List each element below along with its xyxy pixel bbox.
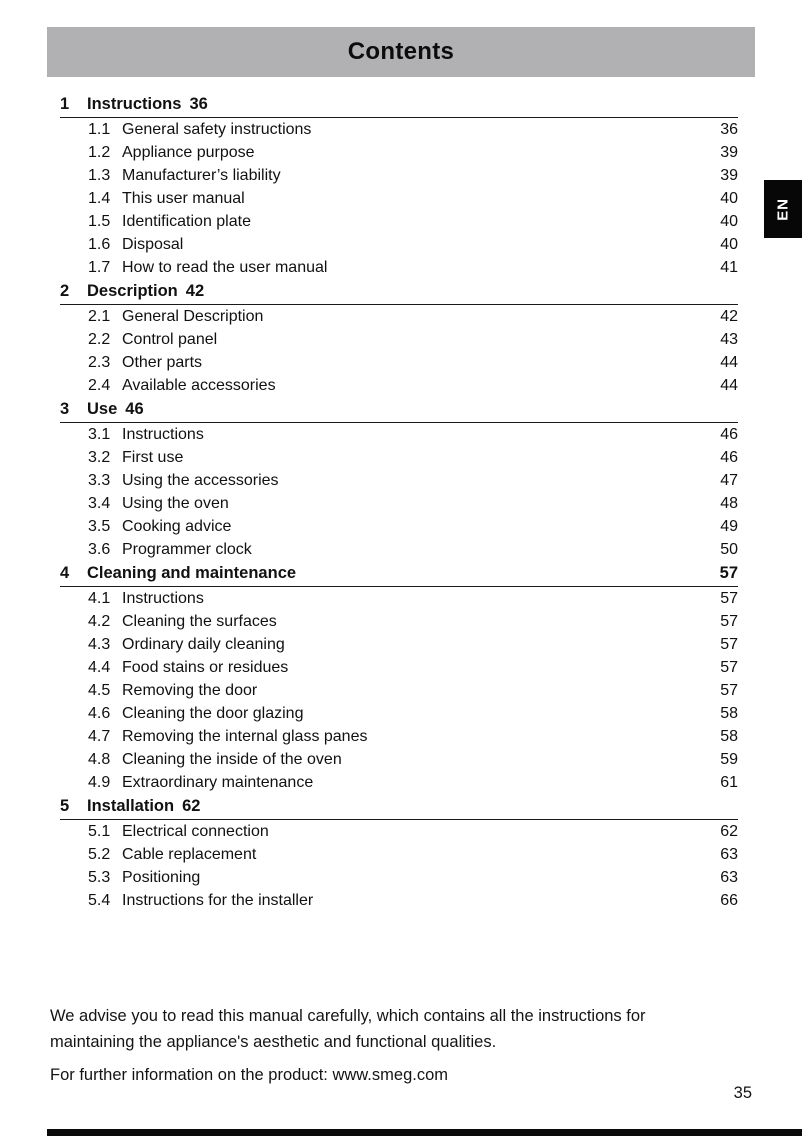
language-tab-label: EN bbox=[774, 197, 792, 221]
toc-item-page: 66 bbox=[720, 892, 738, 909]
toc-item-number: 4.4 bbox=[88, 659, 111, 676]
toc-item-page: 57 bbox=[720, 590, 738, 607]
toc-item bbox=[60, 725, 738, 748]
toc-item-page: 43 bbox=[720, 331, 738, 348]
toc-item-label: Instructions for the installer bbox=[122, 892, 314, 909]
toc-item-label: Control panel bbox=[122, 331, 218, 348]
toc-item-number: 4.5 bbox=[88, 682, 111, 699]
toc-section-heading bbox=[60, 561, 738, 586]
toc-item bbox=[60, 164, 738, 187]
toc-item-number: 4.9 bbox=[88, 774, 111, 791]
toc-item-number: 4.3 bbox=[88, 636, 111, 653]
toc-item bbox=[60, 446, 738, 469]
toc-item bbox=[60, 889, 738, 912]
toc-item-page: 39 bbox=[720, 144, 738, 161]
toc-item bbox=[60, 492, 738, 515]
toc-item-number: 4.6 bbox=[88, 705, 111, 722]
toc-item-page: 36 bbox=[720, 121, 738, 138]
toc-item bbox=[60, 141, 738, 164]
toc-item-page: 46 bbox=[720, 426, 738, 443]
toc-item-number: 5.2 bbox=[88, 846, 111, 863]
language-tab bbox=[764, 180, 802, 238]
toc-section-items bbox=[60, 118, 738, 279]
toc-item bbox=[60, 820, 738, 843]
toc-item-page: 47 bbox=[720, 472, 738, 489]
toc-item-page: 57 bbox=[720, 682, 738, 699]
toc-item-page: 57 bbox=[720, 659, 738, 676]
toc-item-page: 41 bbox=[720, 259, 738, 276]
toc-item-number: 2.3 bbox=[88, 354, 111, 371]
toc-section-items bbox=[60, 587, 738, 794]
toc-item-label: Instructions bbox=[122, 426, 204, 443]
toc-item-page: 44 bbox=[720, 377, 738, 394]
toc-item-number: 5.1 bbox=[88, 823, 111, 840]
toc-item-page: 40 bbox=[720, 213, 738, 230]
toc-section bbox=[60, 794, 738, 912]
toc-item-number: 3.3 bbox=[88, 472, 111, 489]
toc-item-label: First use bbox=[122, 449, 184, 466]
toc-item-page: 63 bbox=[720, 846, 738, 863]
toc-item-label: Available accessories bbox=[122, 377, 276, 394]
toc-item-label: Removing the internal glass panes bbox=[122, 728, 368, 745]
toc-item bbox=[60, 118, 738, 141]
toc-item-label: Cable replacement bbox=[122, 846, 257, 863]
toc-section-title: Installation bbox=[87, 797, 175, 815]
toc bbox=[60, 92, 738, 912]
toc-item bbox=[60, 256, 738, 279]
toc-item-label: Other parts bbox=[122, 354, 203, 371]
toc-item bbox=[60, 679, 738, 702]
toc-item-number: 5.4 bbox=[88, 892, 111, 909]
toc-item-number: 3.4 bbox=[88, 495, 111, 512]
toc-item-number: 4.2 bbox=[88, 613, 111, 630]
toc-item-label: Electrical connection bbox=[122, 823, 269, 840]
toc-section-inline-page: 36 bbox=[189, 95, 208, 113]
toc-item-label: General safety instructions bbox=[122, 121, 312, 138]
toc-section-title: Use bbox=[87, 400, 118, 418]
toc-section-heading bbox=[60, 92, 738, 117]
toc-item-page: 50 bbox=[720, 541, 738, 558]
toc-item bbox=[60, 515, 738, 538]
toc-item-page: 49 bbox=[720, 518, 738, 535]
toc-item bbox=[60, 748, 738, 771]
toc-item-number: 2.4 bbox=[88, 377, 111, 394]
toc-section-inline-page: 46 bbox=[125, 400, 144, 418]
toc-section-inline-page: 62 bbox=[182, 797, 201, 815]
toc-item-page: 46 bbox=[720, 449, 738, 466]
page-title: Contents bbox=[347, 38, 455, 65]
toc-item-label: Positioning bbox=[122, 869, 201, 886]
toc-section-items bbox=[60, 820, 738, 912]
toc-item-number: 5.3 bbox=[88, 869, 111, 886]
toc-item-number: 3.6 bbox=[88, 541, 111, 558]
toc-section-heading bbox=[60, 397, 738, 422]
toc-item bbox=[60, 866, 738, 889]
toc-item bbox=[60, 210, 738, 233]
toc-item bbox=[60, 469, 738, 492]
toc-section-title: Description bbox=[87, 282, 178, 300]
toc-item-number: 1.1 bbox=[88, 121, 111, 138]
toc-item-page: 39 bbox=[720, 167, 738, 184]
toc-item-number: 3.1 bbox=[88, 426, 111, 443]
toc-section-page: 57 bbox=[719, 564, 738, 582]
toc-item-number: 1.4 bbox=[88, 190, 111, 207]
contents-header-banner bbox=[47, 27, 755, 77]
toc-section-items bbox=[60, 423, 738, 561]
toc-item-number: 4.1 bbox=[88, 590, 111, 607]
toc-item-label: General Description bbox=[122, 308, 264, 325]
toc-item-label: This user manual bbox=[122, 190, 245, 207]
page-number: 35 bbox=[733, 1084, 752, 1102]
toc-item bbox=[60, 587, 738, 610]
toc-item-page: 44 bbox=[720, 354, 738, 371]
toc-item-label: Programmer clock bbox=[122, 541, 252, 558]
toc-item-label: Cooking advice bbox=[122, 518, 232, 535]
toc-section-number: 5 bbox=[60, 797, 70, 815]
toc-item bbox=[60, 305, 738, 328]
toc-section bbox=[60, 279, 738, 397]
toc-item-label: How to read the user manual bbox=[122, 259, 328, 276]
toc-item-number: 2.2 bbox=[88, 331, 111, 348]
toc-item-label: Removing the door bbox=[122, 682, 258, 699]
footer bbox=[50, 1004, 705, 1089]
toc-item-number: 1.2 bbox=[88, 144, 111, 161]
toc-item-number: 2.1 bbox=[88, 308, 111, 325]
toc-item-label: Cleaning the door glazing bbox=[122, 705, 304, 722]
toc-item-label: Ordinary daily cleaning bbox=[122, 636, 285, 653]
toc-item bbox=[60, 374, 738, 397]
toc-item bbox=[60, 351, 738, 374]
toc-item bbox=[60, 423, 738, 446]
toc-item-page: 42 bbox=[720, 308, 738, 325]
toc-item bbox=[60, 843, 738, 866]
toc-item-number: 3.5 bbox=[88, 518, 111, 535]
toc-item bbox=[60, 610, 738, 633]
toc-item-label: Extraordinary maintenance bbox=[122, 774, 314, 791]
toc-item bbox=[60, 233, 738, 256]
toc-item-number: 1.7 bbox=[88, 259, 111, 276]
toc-item-page: 63 bbox=[720, 869, 738, 886]
toc-item-page: 62 bbox=[720, 823, 738, 840]
toc-item-number: 4.8 bbox=[88, 751, 111, 768]
toc-item-label: Using the accessories bbox=[122, 472, 279, 489]
toc-item-label: Disposal bbox=[122, 236, 184, 253]
toc-section-number: 4 bbox=[60, 564, 70, 582]
toc-item-label: Manufacturer’s liability bbox=[122, 167, 281, 184]
toc-item-label: Using the oven bbox=[122, 495, 229, 512]
toc-item-label: Cleaning the inside of the oven bbox=[122, 751, 342, 768]
toc-item-number: 1.5 bbox=[88, 213, 111, 230]
toc-item-label: Cleaning the surfaces bbox=[122, 613, 277, 630]
toc-item bbox=[60, 633, 738, 656]
toc-item-number: 3.2 bbox=[88, 449, 111, 466]
toc-item-page: 59 bbox=[720, 751, 738, 768]
toc-item-page: 40 bbox=[720, 190, 738, 207]
toc-section-number: 1 bbox=[60, 95, 70, 113]
toc-section-items bbox=[60, 305, 738, 397]
toc-item-label: Identification plate bbox=[122, 213, 251, 230]
footer-info-text: For further information on the product: www.smeg.com bbox=[50, 1066, 448, 1085]
toc-item-page: 61 bbox=[720, 774, 738, 791]
toc-item bbox=[60, 656, 738, 679]
toc-section bbox=[60, 561, 738, 794]
toc-item-page: 40 bbox=[720, 236, 738, 253]
toc-item bbox=[60, 538, 738, 561]
toc-section-number: 3 bbox=[60, 400, 70, 418]
toc-item bbox=[60, 771, 738, 794]
toc-item bbox=[60, 702, 738, 725]
toc-section-number: 2 bbox=[60, 282, 70, 300]
bottom-bar bbox=[47, 1129, 802, 1136]
toc-item bbox=[60, 187, 738, 210]
toc-item-page: 57 bbox=[720, 613, 738, 630]
toc-item-label: Appliance purpose bbox=[122, 144, 255, 161]
toc-section-inline-page: 42 bbox=[185, 282, 205, 300]
toc-item-page: 58 bbox=[720, 705, 738, 722]
toc-section-title: Cleaning and maintenance bbox=[87, 564, 297, 582]
toc-item-number: 4.7 bbox=[88, 728, 111, 745]
toc-section-heading bbox=[60, 279, 738, 304]
toc-item bbox=[60, 328, 738, 351]
toc-item-number: 1.6 bbox=[88, 236, 111, 253]
toc-item-page: 48 bbox=[720, 495, 738, 512]
toc-section-title: Instructions bbox=[87, 95, 182, 113]
toc-item-number: 1.3 bbox=[88, 167, 111, 184]
toc-item-page: 58 bbox=[720, 728, 738, 745]
toc-item-label: Food stains or residues bbox=[122, 659, 289, 676]
toc-section bbox=[60, 92, 738, 279]
toc-item-label: Instructions bbox=[122, 590, 204, 607]
footer-advice-text: We advise you to read this manual carefully, which contains all the instructions for maintaining the appliance's aesthetic and functional qualities. bbox=[50, 1007, 646, 1051]
toc-item-page: 57 bbox=[720, 636, 738, 653]
toc-section bbox=[60, 397, 738, 561]
toc-section-heading bbox=[60, 794, 738, 819]
